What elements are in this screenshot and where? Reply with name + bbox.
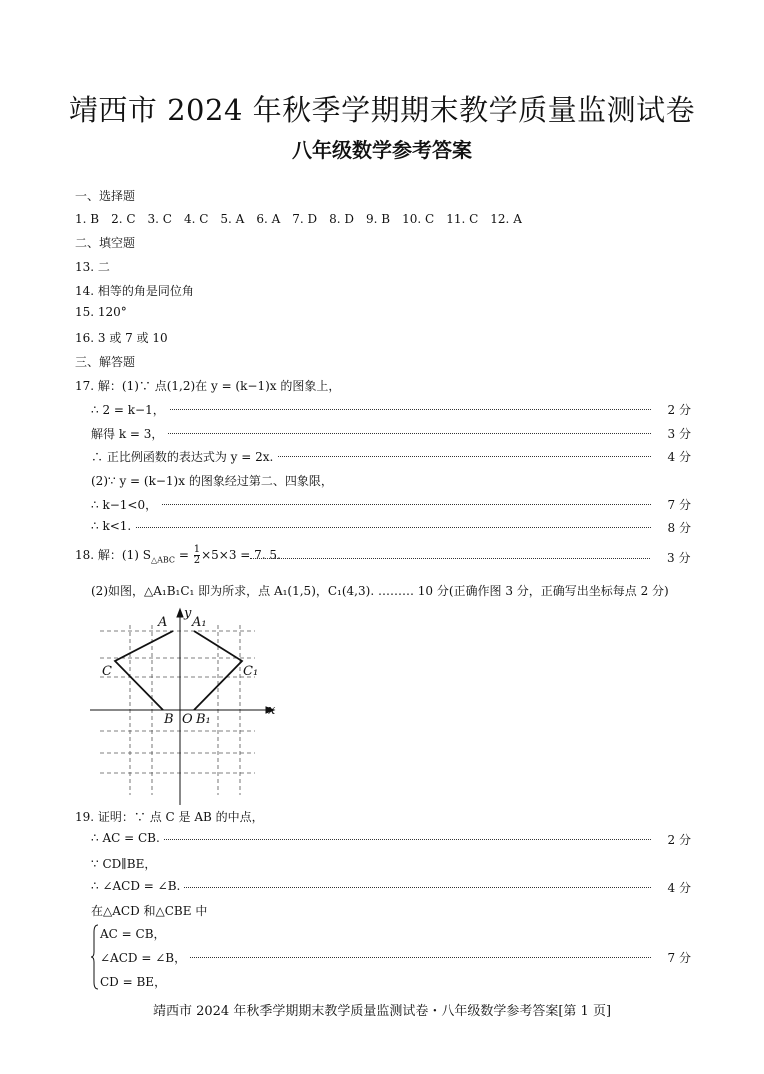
q18-fraction xyxy=(194,545,200,566)
q17-part2: (2)∵ y = (k−1)x 的图象经过第二、四象限， xyxy=(91,474,333,488)
document-title: 靖西市 2024 年秋季学期期末教学质量监测试卷 xyxy=(68,93,696,127)
q17-step-1 xyxy=(91,401,691,417)
q18-part2: (2)如图，△A₁B₁C₁ 即为所求，点 A₁(1,5)，C₁(4,3). ……… 10 分(正确作图 3 分，正确写出坐标每点 2 分) xyxy=(91,584,669,598)
section-heading-solve: 三、解答题 xyxy=(75,355,136,369)
q17-step-5 xyxy=(91,519,691,535)
fill-answer-13: 13. 二 xyxy=(75,260,110,274)
q18-part1-score: 3 分 xyxy=(667,551,691,565)
label-y: y xyxy=(184,606,192,621)
fill-answer-16: 16. 3 或 7 或 10 xyxy=(75,331,168,345)
label-c: C xyxy=(102,664,112,679)
q19-system-line-1: AC = CB， xyxy=(100,927,166,941)
step-text: ∠ACD = ∠B， xyxy=(100,949,190,966)
q18-leader xyxy=(250,558,650,559)
label-b1: B₁ xyxy=(196,712,211,727)
step-text: 解得 k = 3， xyxy=(91,425,167,442)
q19-line3: 在△ACD 和△CBE 中 xyxy=(91,904,208,918)
label-a: A xyxy=(158,615,168,630)
y-axis-arrow xyxy=(177,609,183,617)
q18-part1-eq: = xyxy=(175,548,193,562)
triangle-abc xyxy=(115,631,173,710)
q18-part1-sub: △ABC xyxy=(150,555,176,565)
step-text: ∴ 2 = k−1， xyxy=(91,401,169,418)
q17-step-3 xyxy=(91,448,691,464)
fill-answer-14: 14. 相等的角是同位角 xyxy=(75,284,194,298)
label-o: O xyxy=(182,712,193,727)
system-brace xyxy=(91,924,99,990)
step-score: 7 分 xyxy=(667,951,691,965)
q17-intro: 17. 解：(1)∵ 点(1,2)在 y = (k−1)x 的图象上， xyxy=(75,379,341,393)
q18-part1-rest: ×5×3 = 7. 5. xyxy=(201,548,281,562)
step-score: 7 分 xyxy=(667,498,691,512)
fraction-denominator: 2 xyxy=(193,555,201,566)
q19-intro: 19. 证明：∵ 点 C 是 AB 的中点， xyxy=(75,810,264,824)
step-text: ∴ k−1<0， xyxy=(91,496,161,513)
q19-step-2 xyxy=(91,879,691,895)
document-subtitle: 八年级数学参考答案 xyxy=(292,138,472,162)
step-score: 4 分 xyxy=(667,450,691,464)
q18-part1 xyxy=(75,545,281,569)
q19-system-line-3: CD = BE， xyxy=(100,975,167,989)
step-text: ∴ 正比例函数的表达式为 y = 2x. xyxy=(91,448,277,465)
label-a1: A₁ xyxy=(192,615,207,630)
step-score: 3 分 xyxy=(667,427,691,441)
choice-answers: 1. B 2. C 3. C 4. C 5. A 6. A 7. D 8. D 9. B 10. C 11. C 12. A xyxy=(75,212,522,226)
q17-step-4 xyxy=(91,496,691,512)
step-score: 8 分 xyxy=(667,521,691,535)
fill-answer-15: 15. 120° xyxy=(75,305,127,319)
step-score: 4 分 xyxy=(667,881,691,895)
step-score: 2 分 xyxy=(667,403,691,417)
q19-step-1 xyxy=(91,831,691,847)
q18-part1-prefix: 18. 解：(1) S xyxy=(75,548,151,562)
label-b: B xyxy=(164,712,174,727)
step-score: 2 分 xyxy=(667,833,691,847)
q19-system-line-2 xyxy=(100,949,691,965)
page-footer: 靖西市 2024 年秋季学期期末教学质量监测试卷・八年级数学参考答案[第 1 页] xyxy=(152,1004,612,1019)
fraction-numerator: 1 xyxy=(193,544,201,555)
coordinate-figure xyxy=(90,605,280,805)
step-text: ∴ k<1. xyxy=(91,519,135,533)
q19-line2: ∵ CD∥BE， xyxy=(91,857,157,871)
step-text: ∴ AC = CB. xyxy=(91,831,164,845)
section-heading-fill: 二、填空题 xyxy=(75,236,136,250)
label-c1: C₁ xyxy=(243,664,259,679)
label-x: x xyxy=(268,703,276,718)
q17-step-2 xyxy=(91,425,691,441)
section-heading-choice: 一、选择题 xyxy=(75,189,136,203)
step-text: ∴ ∠ACD = ∠B. xyxy=(91,879,184,893)
